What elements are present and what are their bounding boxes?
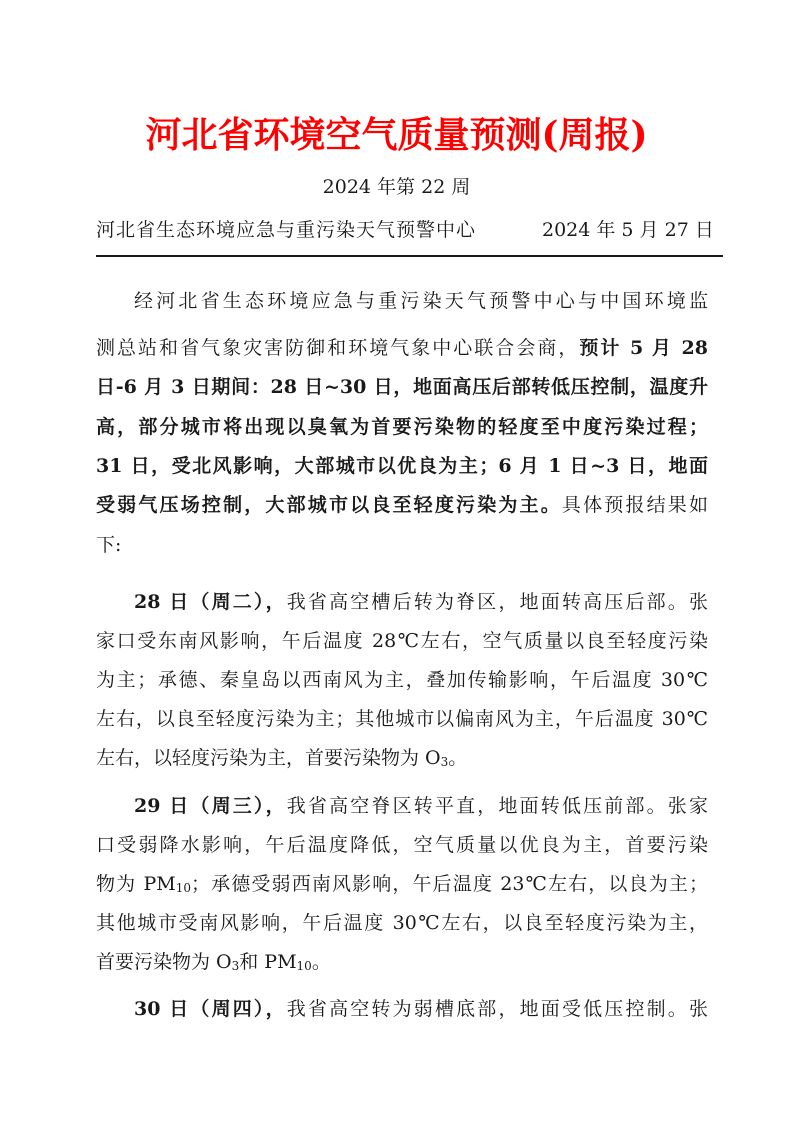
text: 下: (96, 534, 122, 556)
text: 左右，以轻度污染为主，首要污染物为 O (96, 747, 441, 769)
text: 其他城市受南风影响，午后温度 30℃左右，以良至轻度污染为主， (96, 912, 708, 934)
text-line (96, 948, 708, 976)
issuer: 河北省生态环境应急与重污染天气预警中心 (96, 219, 477, 241)
text-line (96, 870, 708, 898)
text-line (96, 705, 708, 733)
text: 我省高空转为弱槽底部，地面受低压控制。张 (286, 998, 708, 1020)
text-line (96, 909, 708, 937)
subscript: 3 (231, 959, 240, 973)
day-heading: 29 日（周三）， (134, 795, 287, 817)
subscript: 3 (440, 755, 449, 769)
text-line (96, 413, 708, 441)
subscript: 10 (296, 959, 312, 973)
header-divider (96, 255, 723, 257)
text-line (96, 531, 708, 559)
bold-text: 日-6 月 3 日期间：28 日~30 日，地面高压后部转低压控制，温度升 (96, 376, 708, 398)
issue-date: 2024 年 5 月 27 日 (542, 219, 714, 241)
text-line (96, 334, 708, 362)
text-line (96, 744, 708, 772)
text-line (96, 666, 708, 694)
day-heading: 28 日（周二）， (134, 591, 287, 613)
text: 我省高空槽后转为脊区，地面转高压后部。张 (286, 591, 708, 613)
text-line (96, 373, 708, 401)
bold-text: 高，部分城市将出现以臭氧为首要污染物的轻度至中度污染过程； (96, 416, 708, 438)
text: 经河北省生态环境应急与重污染天气预警中心与中国环境监 (134, 290, 708, 312)
text: 左右，以良至轻度污染为主；其他城市以偏南风为主，午后温度 30℃ (96, 708, 708, 730)
report-title: 河北省环境空气质量预测(周报) (145, 114, 648, 156)
text-line (134, 792, 708, 820)
text-line (96, 452, 708, 480)
day-heading: 30 日（周四）， (134, 998, 287, 1020)
text: 首要污染物为 O (96, 951, 232, 973)
text-line (134, 287, 708, 315)
text-line (96, 831, 708, 859)
bold-text: 31 日，受北风影响，大部城市以优良为主；6 月 1 日~3 日，地面 (96, 455, 708, 477)
text: 口受弱降水影响，午后温度降低，空气质量以优良为主，首要污染 (96, 834, 708, 856)
text: 家口受东南风影响，午后温度 28℃左右，空气质量以良至轻度污染 (96, 630, 708, 652)
text-line (96, 627, 708, 655)
text: 物为 PM (96, 873, 176, 895)
text: 测总站和省气象灾害防御和环境气象中心联合会商， (96, 337, 580, 359)
report-week: 2024 年第 22 周 (322, 176, 471, 198)
bold-text: 受弱气压场控制，大部城市以良至轻度污染为主。 (96, 494, 562, 516)
subscript: 10 (175, 881, 191, 895)
text: 我省高空脊区转平直，地面转低压前部。张家 (286, 795, 708, 817)
text: ；承德受弱西南风影响，午后温度 23℃左右，以良为主； (190, 873, 708, 895)
text-line (134, 995, 708, 1023)
text: 具体预报结果如 (561, 494, 708, 516)
text: 。 (448, 747, 468, 769)
text: 和 PM (239, 951, 297, 973)
bold-text: 预计 5 月 28 (579, 337, 708, 359)
text-line (134, 588, 708, 616)
text-line (96, 491, 708, 519)
text: 为主；承德、秦皇岛以西南风为主，叠加传输影响，午后温度 30℃ (96, 669, 708, 691)
text: 。 (311, 951, 331, 973)
